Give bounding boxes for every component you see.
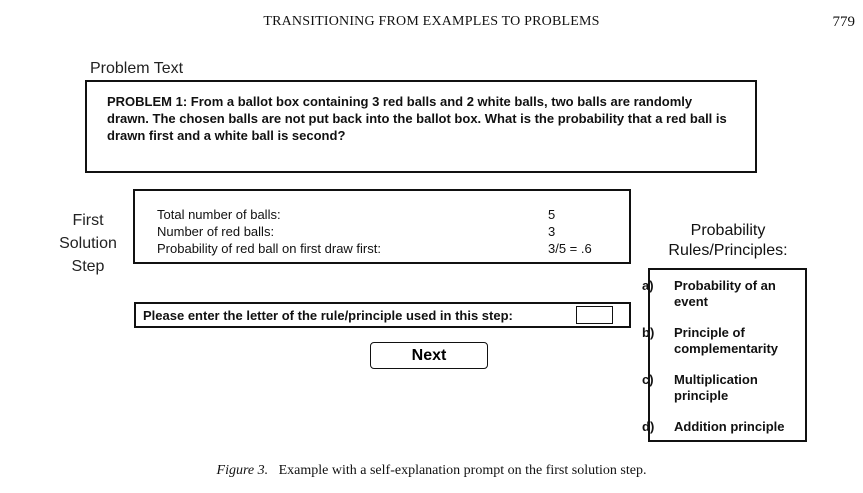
- step-row-value: 3: [548, 224, 556, 239]
- rule-letter-input[interactable]: [576, 306, 613, 324]
- rule-item-c: [642, 372, 804, 404]
- figure-caption: [0, 463, 863, 479]
- step-row-label: Total number of balls:: [157, 207, 281, 222]
- problem-statement: PROBLEM 1: From a ballot box containing 3 red balls and 2 white balls, two balls are randomly drawn. The chosen balls are not put back into the ballot box. What is the probability that a red ball is drawn first and a white ball is second?: [107, 94, 727, 143]
- rule-text: Probability of an event: [674, 278, 776, 309]
- rule-text: Addition principle: [674, 419, 785, 434]
- caption-text: Example with a self-explanation prompt on the first solution step.: [278, 463, 647, 478]
- rule-letter: d): [642, 419, 655, 434]
- step-label-line: Solution: [59, 235, 117, 252]
- step-row-label: Number of red balls:: [157, 224, 275, 239]
- step-label-line: First: [72, 212, 104, 229]
- problem-text-box: [85, 80, 757, 173]
- step-label-line: Step: [71, 258, 105, 275]
- solution-step-label: [48, 209, 128, 278]
- rule-text: Principle of complementarity: [674, 325, 779, 356]
- step-row-value: 5: [548, 207, 556, 222]
- rule-prompt-box: [134, 302, 631, 328]
- next-button[interactable]: Next: [370, 342, 488, 369]
- rule-text: Multiplication principle: [674, 372, 758, 403]
- solution-step-box: [133, 189, 631, 264]
- rule-prompt-text: Please enter the letter of the rule/principle used in this step:: [143, 308, 513, 323]
- running-head: TRANSITIONING FROM EXAMPLES TO PROBLEMS: [263, 14, 600, 29]
- step-row-label: Probability of red ball on first draw first:: [157, 241, 381, 256]
- rules-title-line: Rules/Principles:: [668, 242, 788, 259]
- rules-title: [642, 221, 814, 261]
- rule-item-b: [642, 325, 804, 357]
- rule-letter: b): [642, 325, 655, 340]
- rule-letter: a): [642, 278, 654, 293]
- page-number: 779: [832, 14, 855, 30]
- rule-item-d: [642, 419, 804, 435]
- figure-label: Figure 3.: [216, 463, 269, 478]
- rules-list: [642, 268, 807, 442]
- rule-letter: c): [642, 372, 654, 387]
- rule-item-a: [642, 278, 804, 310]
- rules-title-line: Probability: [690, 222, 766, 239]
- step-row-value: 3/5 = .6: [548, 241, 592, 256]
- problem-text-label: Problem Text: [90, 60, 184, 77]
